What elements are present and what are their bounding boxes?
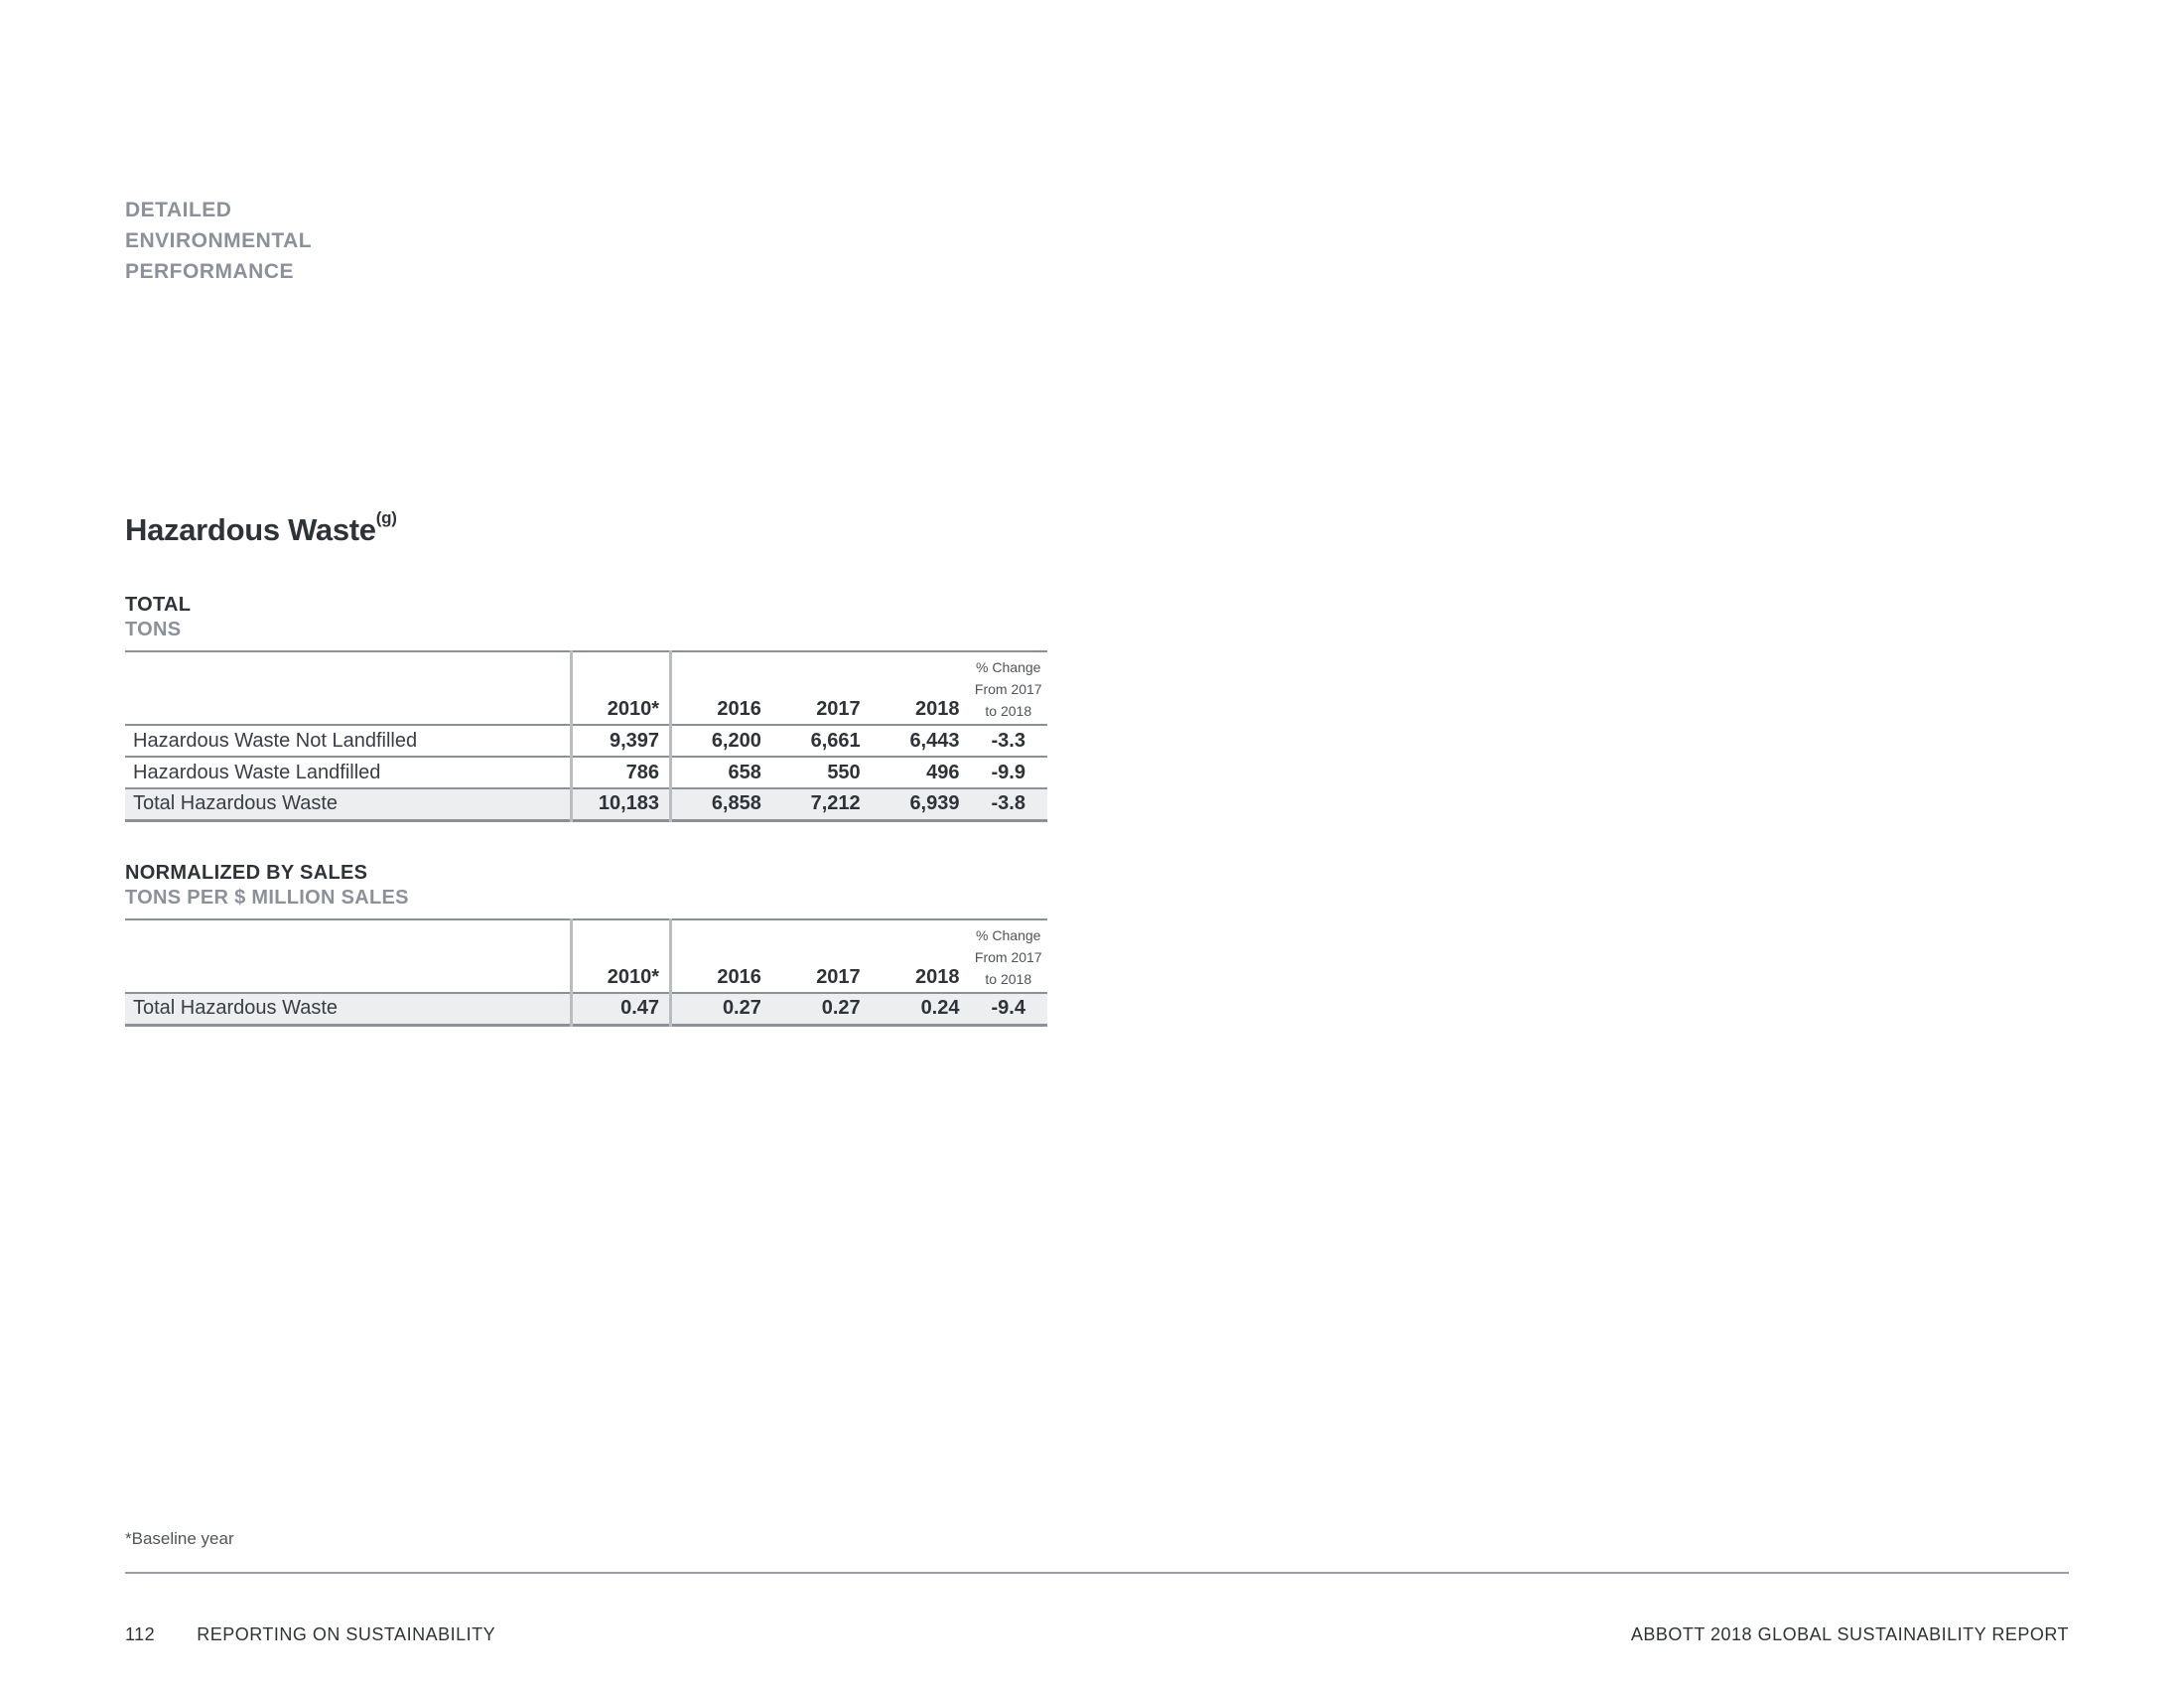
table-title: TOTAL — [125, 594, 192, 616]
row-label: Hazardous Waste Landfilled — [133, 761, 381, 783]
normalized-table — [125, 918, 1047, 1027]
cell-2017: 7,212 — [810, 792, 861, 815]
cell-change: -9.9 — [991, 761, 1025, 783]
cell-2017: 550 — [827, 761, 861, 783]
header-2010: 2010* — [572, 919, 671, 993]
cell-2016: 6,200 — [711, 729, 761, 752]
cell-2018: 0.24 — [920, 997, 960, 1020]
cell-change: -3.3 — [991, 729, 1025, 752]
footnote-reference: (g) — [375, 508, 397, 527]
cell-2018: 6,443 — [909, 729, 960, 752]
header-change-line: % Change — [976, 927, 1041, 943]
footer-left — [125, 1624, 495, 1645]
cell-2018: 6,939 — [909, 792, 960, 815]
header-2018: 2018 — [915, 698, 960, 720]
header-change-line: From 2017 — [974, 949, 1042, 965]
page-number: 112 — [125, 1624, 156, 1644]
cell-2016: 658 — [728, 761, 761, 783]
total-tons-table — [125, 650, 1047, 822]
header-change-line: From 2017 — [974, 681, 1042, 697]
total-tons-section — [125, 593, 1047, 822]
table-header-row — [125, 919, 1047, 993]
section-label-line: PERFORMANCE — [125, 260, 295, 283]
header-2016: 2016 — [717, 698, 761, 720]
cell-change: -9.4 — [991, 997, 1025, 1020]
page-title — [125, 508, 397, 548]
section-label-line: DETAILED — [125, 199, 232, 221]
cell-2016: 6,858 — [711, 792, 761, 815]
header-2016: 2016 — [717, 966, 761, 988]
cell-2010: 10,183 — [572, 788, 671, 820]
header-change — [970, 919, 1048, 993]
cell-2017: 6,661 — [810, 729, 861, 752]
header-change-line: to 2018 — [985, 703, 1032, 719]
table-unit: TONS — [125, 619, 182, 640]
cell-2017: 0.27 — [821, 997, 861, 1020]
header-2017: 2017 — [816, 966, 861, 988]
header-change — [970, 651, 1048, 725]
cell-2010: 0.47 — [572, 993, 671, 1025]
table-row-total — [125, 993, 1047, 1025]
table-title: NORMALIZED BY SALES — [125, 862, 368, 884]
table-row-total — [125, 788, 1047, 820]
cell-2010: 9,397 — [572, 725, 671, 757]
header-label-col — [125, 919, 572, 993]
header-change-line: % Change — [976, 659, 1041, 675]
footer-report-title: ABBOTT 2018 GLOBAL SUSTAINABILITY REPORT — [1630, 1624, 2069, 1644]
row-label: Total Hazardous Waste — [133, 792, 339, 815]
header-2010: 2010* — [572, 651, 671, 725]
section-label — [125, 195, 312, 287]
cell-2016: 0.27 — [722, 997, 761, 1020]
row-label: Total Hazardous Waste — [133, 997, 339, 1020]
page-title-text: Hazardous Waste — [125, 512, 376, 547]
row-label: Hazardous Waste Not Landfilled — [133, 729, 418, 752]
footnote: *Baseline year — [125, 1529, 234, 1548]
footer-divider — [125, 1572, 2069, 1574]
section-label-line: ENVIRONMENTAL — [125, 229, 313, 252]
cell-change: -3.8 — [991, 792, 1025, 815]
cell-2010: 786 — [572, 757, 671, 788]
table-header-row — [125, 651, 1047, 725]
footer-section-title: REPORTING ON SUSTAINABILITY — [197, 1624, 496, 1644]
normalized-section — [125, 861, 1047, 1027]
header-2018: 2018 — [915, 966, 960, 988]
header-2017: 2017 — [816, 698, 861, 720]
table-unit: TONS PER $ MILLION SALES — [125, 887, 409, 909]
cell-2018: 496 — [926, 761, 960, 783]
table-row — [125, 725, 1047, 757]
table-row — [125, 757, 1047, 788]
header-change-line: to 2018 — [985, 971, 1032, 987]
header-label-col — [125, 651, 572, 725]
